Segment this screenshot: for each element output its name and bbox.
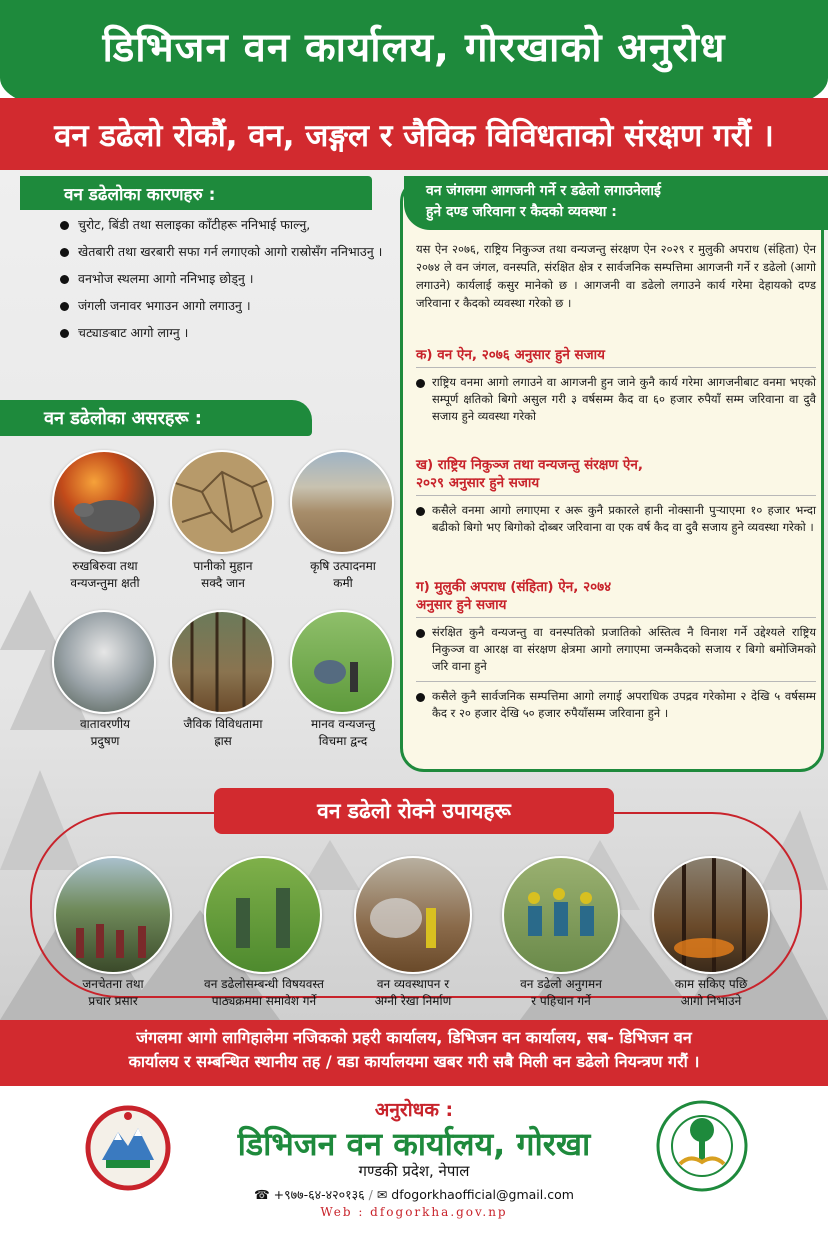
- email-address[interactable]: dfogorkhaofficial@gmail.com: [391, 1187, 574, 1202]
- measure-caption: काम सकिए पछि आगो निभाउने: [674, 977, 748, 1008]
- causes-list: [60, 216, 390, 351]
- effect-photo-wildlife-damage: [52, 450, 156, 554]
- requester-contact: [0, 1186, 828, 1203]
- effect-caption: कृषि उत्पादनमा कमी: [310, 559, 376, 590]
- law-section-park-act: ख) राष्ट्रिय निकुञ्ज तथा वन्यजन्तु संरक्षण ऐन, २०२९ अनुसार हुने सजाय कसैले वनमा आगो लगाएमा र अरू कुनै प्रकारले हानी नोक्सानी पुऱ्याएमा १० हजार भन्दा बढीको बिगो भए बिगोको दोब्बर जरिवाना वा एक वर्ष कैद वा दुवै सजाय हुने व्यवस्था गरेको ।: [416, 457, 816, 534]
- separator: /: [368, 1187, 377, 1202]
- measure-caption: वन डढेलोसम्बन्धी विषयवस्त पाठ्यक्रममा समावेश गर्ने: [204, 977, 324, 1008]
- law-intro: यस ऐन २०७६, राष्ट्रिय निकुञ्ज तथा वन्यजन्तु संरक्षण ऐन २०२९ र मुलुकी अपराध (संहिता) ऐन २०७४ ले वन जंगल, वनस्पति, संरक्षित क्षेत्र र सार्वजनिक सम्पत्तिमा आगजनी गर्ने र डढेलो (आगो लगाउने) कार्यलाई कसुर मानेको छ । आगजनी वा डढेलो लगाउने कार्य गरेमा देहायको दण्ड जरिवाना र कैदको व्यवस्था गरेको छ ।: [416, 242, 816, 310]
- requester-office-name: डिभिजन वन कार्यालय, गोरखा: [237, 1125, 591, 1163]
- measure-photo-curriculum: [204, 856, 322, 974]
- requester-label: अनुरोधक :: [374, 1099, 454, 1121]
- law-section-criminal-code: ग) मुलुकी अपराध (संहिता) ऐन, २०७४ अनुसार हुने सजाय संरक्षित कुनै वन्यजन्तु वा वनस्पतिको प्रजातिको अस्तित्व नै विनाश गर्ने उद्देश्यले राष्ट्रिय निकुञ्ज वा आरक्ष वा संरक्षण क्षेत्रमा आगो लगाएमा जन्मकैदको सजाय र बिगो बमोजिमको जरि वाना हुने कसैले कुनै सार्वजनिक सम्पत्तिमा आगो लगाई अपराधिक उपद्रव गरेकोमा २ देखि ५ वर्षसम्म कैद र २० हजार देखि ५० हजार रुपैयाँसम्म जरिवाना हुने ।: [416, 579, 816, 720]
- effect-photo-dry-source: [170, 450, 274, 554]
- phone-number[interactable]: +९७७-६४-४२०१३६: [273, 1187, 365, 1202]
- effect-caption: वातावरणीय प्रदुषण: [79, 717, 131, 748]
- phone-icon: ☎: [254, 1187, 270, 1202]
- requester-province: गण्डकी प्रदेश, नेपाल: [358, 1162, 470, 1180]
- list-item: जंगली जनावर भगाउन आगो लगाउनु ।: [60, 297, 390, 315]
- list-item: संरक्षित कुनै वन्यजन्तु वा वनस्पतिको प्रजातिको अस्तित्व नै विनाश गर्ने उद्देश्यले राष्ट्रिय निकुञ्ज वा आरक्ष वा संरक्षण क्षेत्रमा आगो लगाएमा जन्मकैदको सजाय र बिगो बमोजिमको जरि वाना हुने: [416, 624, 816, 675]
- measure-caption: वन डढेलो अनुगमन र पहिचान गर्ने: [520, 977, 602, 1008]
- measure-photo-fireline: [354, 856, 472, 974]
- measure-caption: वन व्यवस्थापन र अग्नी रेखा निर्माण: [374, 977, 452, 1008]
- list-item: राष्ट्रिय वनमा आगो लगाउने वा आगजनी हुन जाने कुनै कार्य गरेमा आगजनीबाट वनमा भएको सम्पूर्ण क्षतिको बिगो असुल गरी ३ वर्षसम्म कैद वा ६० हजार रुपैयाँ सम्म जरिवाना वा दुवै सजाय हुने व्यवस्था गरेको: [416, 374, 816, 425]
- measure-photo-awareness: [54, 856, 172, 974]
- measures-heading: वन डढेलो रोक्ने उपायहरू: [214, 788, 614, 834]
- website-link[interactable]: Web : dfogorkha.gov.np: [320, 1205, 508, 1219]
- measure-caption: जनचेतना तथा प्रचार प्रसार: [82, 977, 144, 1008]
- causes-heading: वन डढेलोका कारणहरु :: [20, 176, 372, 210]
- measure-photo-extinguish: [652, 856, 770, 974]
- law-heading: वन जंगलमा आगजनी गर्ने र डढेलो लगाउनेलाई हुने दण्ड जरिवाना र कैदको व्यवस्था :: [404, 176, 828, 230]
- effect-caption: रुखबिरुवा तथा वन्यजन्तुमा क्षती: [70, 559, 140, 590]
- list-item: कसैले वनमा आगो लगाएमा र अरू कुनै प्रकारले हानी नोक्सानी पुऱ्याएमा १० हजार भन्दा बढीको बिगो भए बिगोको दोब्बर जरिवाना वा एक वर्ष कैद वा दुवै सजाय हुने व्यवस्था गरेको ।: [416, 502, 816, 536]
- measure-photo-monitoring: [502, 856, 620, 974]
- list-item: खेतबारी तथा खरबारी सफा गर्न लगाएको आगो रास्रोसँग ननिभाउनु ।: [60, 243, 390, 261]
- footer-message: जंगलमा आगो लागिहालेमा नजिकको प्रहरी कार्यालय, डिभिजन वन कार्यालय, सब- डिभिजन वन कार्यालय र सम्बन्धित स्थानीय तह / वडा कार्यालयमा खबर गरी सबै मिली वन डढेलो नियन्त्रण गरौं ।: [128, 1028, 700, 1071]
- effect-caption: जैविक विविधतामा ह्रास: [183, 717, 263, 748]
- effect-photo-pollution: [52, 610, 156, 714]
- list-item: चट्याङबाट आगो लाग्नु ।: [60, 324, 390, 342]
- effect-photo-biodiversity: [170, 610, 274, 714]
- effects-heading: वन डढेलोका असरहरू :: [0, 400, 312, 436]
- effect-photo-farmland: [290, 450, 394, 554]
- page-title: डिभिजन वन कार्यालय, गोरखाको अनुरोध: [102, 25, 726, 71]
- list-item: वनभोज स्थलमा आगो ननिभाइ छोड्नु ।: [60, 270, 390, 288]
- page-subtitle: वन डढेलो रोकौं, वन, जङ्गल र जैविक विविधताको संरक्षण गरौं ।: [54, 118, 774, 154]
- mail-icon: ✉: [376, 1187, 388, 1202]
- effect-caption: पानीको मुहान सक्दै जान: [193, 559, 253, 590]
- list-item: चुरोट, बिंडी तथा सलाइका काँटीहरू ननिभाई फाल्नु,: [60, 216, 390, 234]
- effect-caption: मानव वन्यजन्तु विचमा द्वन्द: [310, 717, 376, 748]
- list-item: कसैले कुनै सार्वजनिक सम्पत्तिमा आगो लगाई अपराधिक उपद्रव गरेकोमा २ देखि ५ वर्षसम्म कैद र २० हजार देखि ५० हजार रुपैयाँसम्म जरिवाना हुने ।: [416, 688, 816, 722]
- effect-photo-human-wildlife: [290, 610, 394, 714]
- law-section-forest-act: क) वन ऐन, २०७६ अनुसार हुने सजाय राष्ट्रिय वनमा आगो लगाउने वा आगजनी हुन जाने कुनै कार्य गरेमा आगजनीबाट वनमा भएको सम्पूर्ण क्षतिको बिगो असुल गरी ३ वर्षसम्म कैद वा ६० हजार रुपैयाँ सम्म जरिवाना वा दुवै सजाय हुने व्यवस्था गरेको: [416, 347, 816, 423]
